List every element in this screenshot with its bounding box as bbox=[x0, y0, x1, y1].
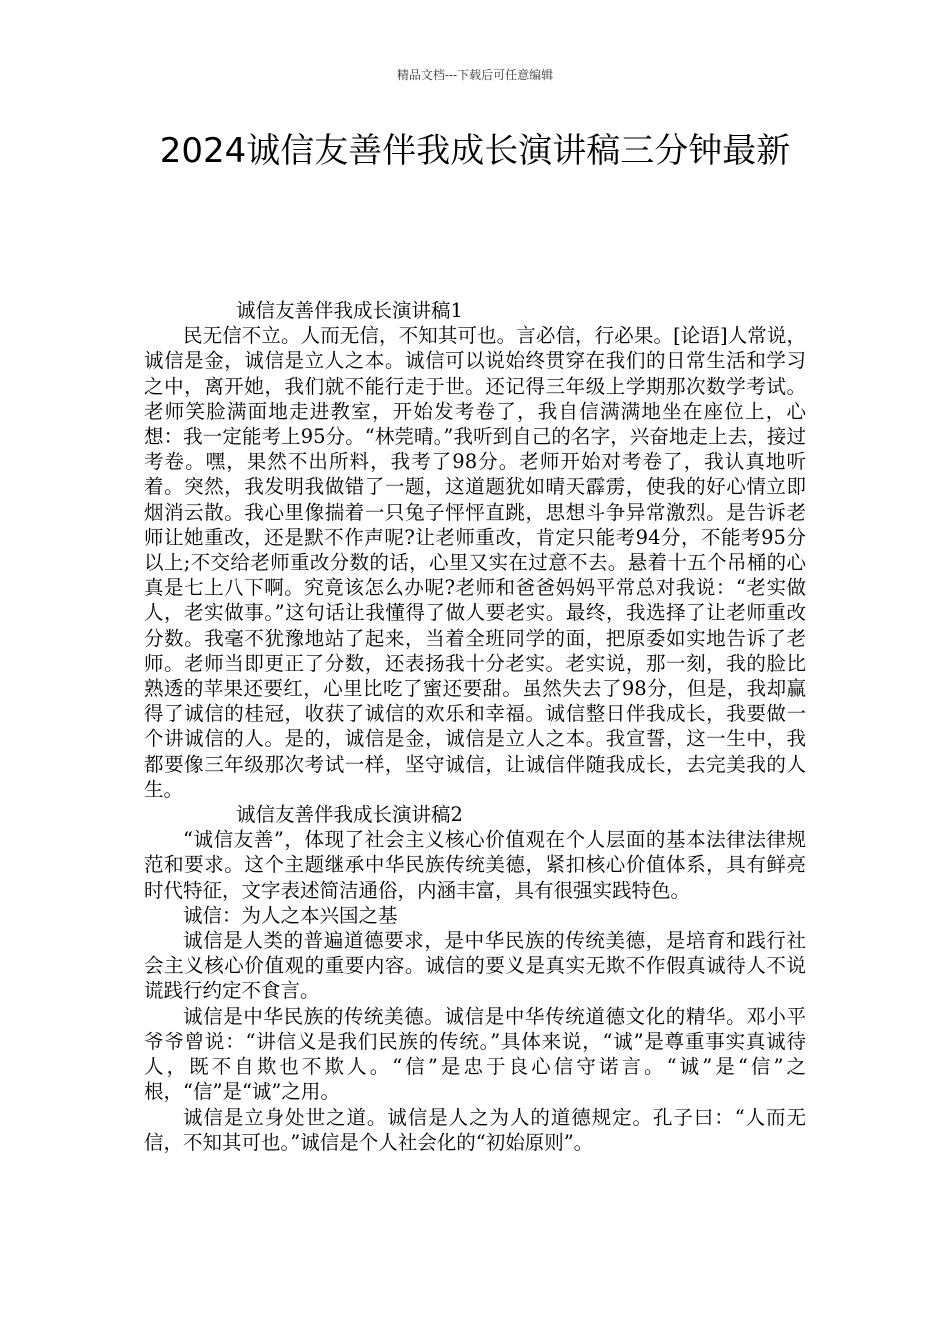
section-heading-2: 诚信友善伴我成长演讲稿2 bbox=[236, 803, 463, 827]
paragraph: “诚信友善”，体现了社会主义核心价值观在个人层面的基本法律法律规范和要求。这个主题继承中华民族传统美德，紧扣核心价值体系，具有鲜亮时代特征，文字表述简洁通俗，内涵丰富，具有很强实践特色。 bbox=[144, 828, 806, 902]
paragraph: 诚信是中华民族的传统美德。诚信是中华传统道德文化的精华。邓小平爷爷曾说：“讲信义是我们民族的传统。”具体来说，“诚”是尊重事实真诚待人，既不自欺也不欺人。“信”是忠于良心信守诺言。“诚”是“信”之根，“信”是“诚”之用。 bbox=[144, 1004, 806, 1104]
paragraph: 民无信不立。人而无信，不知其可也。言必信，行必果。[论语]人常说，诚信是金，诚信是立人之本。诚信可以说始终贯穿在我们的日常生活和学习之中，离开她，我们就不能行走于世。还记得三年级上学期那次数学考试。老师笑脸满面地走进教室，开始发考卷了，我自信满满地坐在座位上，心想：我一定能考上95分。“林莞晴。”我听到自己的名字，兴奋地走上去，接过考卷。嘿，果然不出所料，我考了98分。老师开始对考卷了，我认真地听着。突然，我发明我做错了一题，这道题犹如晴天霹雳，使我的好心情立即烟消云散。我心里像揣着一只兔子怦怦直跳，思想斗争异常激烈。是告诉老师让她重改，还是默不作声呢?让老师重改，肯定只能考94分，不能考95分以上;不交给老师重改分数的话，心里又实在过意不去。悬着十五个吊桶的心真是七上八下啊。究竟该怎么办呢?老师和爸爸妈妈平常总对我说：“老实做人，老实做事。”这句话让我懂得了做人要老实。最终，我选择了让老师重改分数。我毫不犹豫地站了起来，当着全班同学的面，把原委如实地告诉了老师。老师当即更正了分数，还表扬我十分老实。老实说，那一刻，我的脸比熟透的苹果还要红，心里比吃了蜜还要甜。虽然失去了98分，但是，我却赢得了诚信的桂冠，收获了诚信的欢乐和幸福。诚信整日伴我成长，我要做一个讲诚信的人。是的，诚信是金，诚信是立人之本。我宣誓，这一生中，我都要像三年级那次考试一样，坚守诚信，让诚信伴随我成长，去完美我的人生。 bbox=[144, 324, 806, 801]
paragraph-subtitle: 诚信：为人之本兴国之基 bbox=[183, 903, 398, 927]
section-heading-1: 诚信友善伴我成长演讲稿1 bbox=[236, 299, 463, 322]
paragraph: 诚信是人类的普遍道德要求，是中华民族的传统美德，是培育和践行社会主义核心价值观的重要内容。诚信的要义是真实无欺不作假真诚待人不说谎践行约定不食言。 bbox=[144, 929, 806, 1003]
header-note: 精品文档---下载后可任意编辑 bbox=[396, 68, 554, 82]
paragraph: 诚信是立身处世之道。诚信是人之为人的道德规定。孔子曰：“人而无信，不知其可也。”诚信是个人社会化的“初始原则”。 bbox=[144, 1105, 806, 1154]
document-body bbox=[144, 298, 806, 1155]
document-title: 2024诚信友善伴我成长演讲稿三分钟最新 bbox=[159, 131, 791, 171]
